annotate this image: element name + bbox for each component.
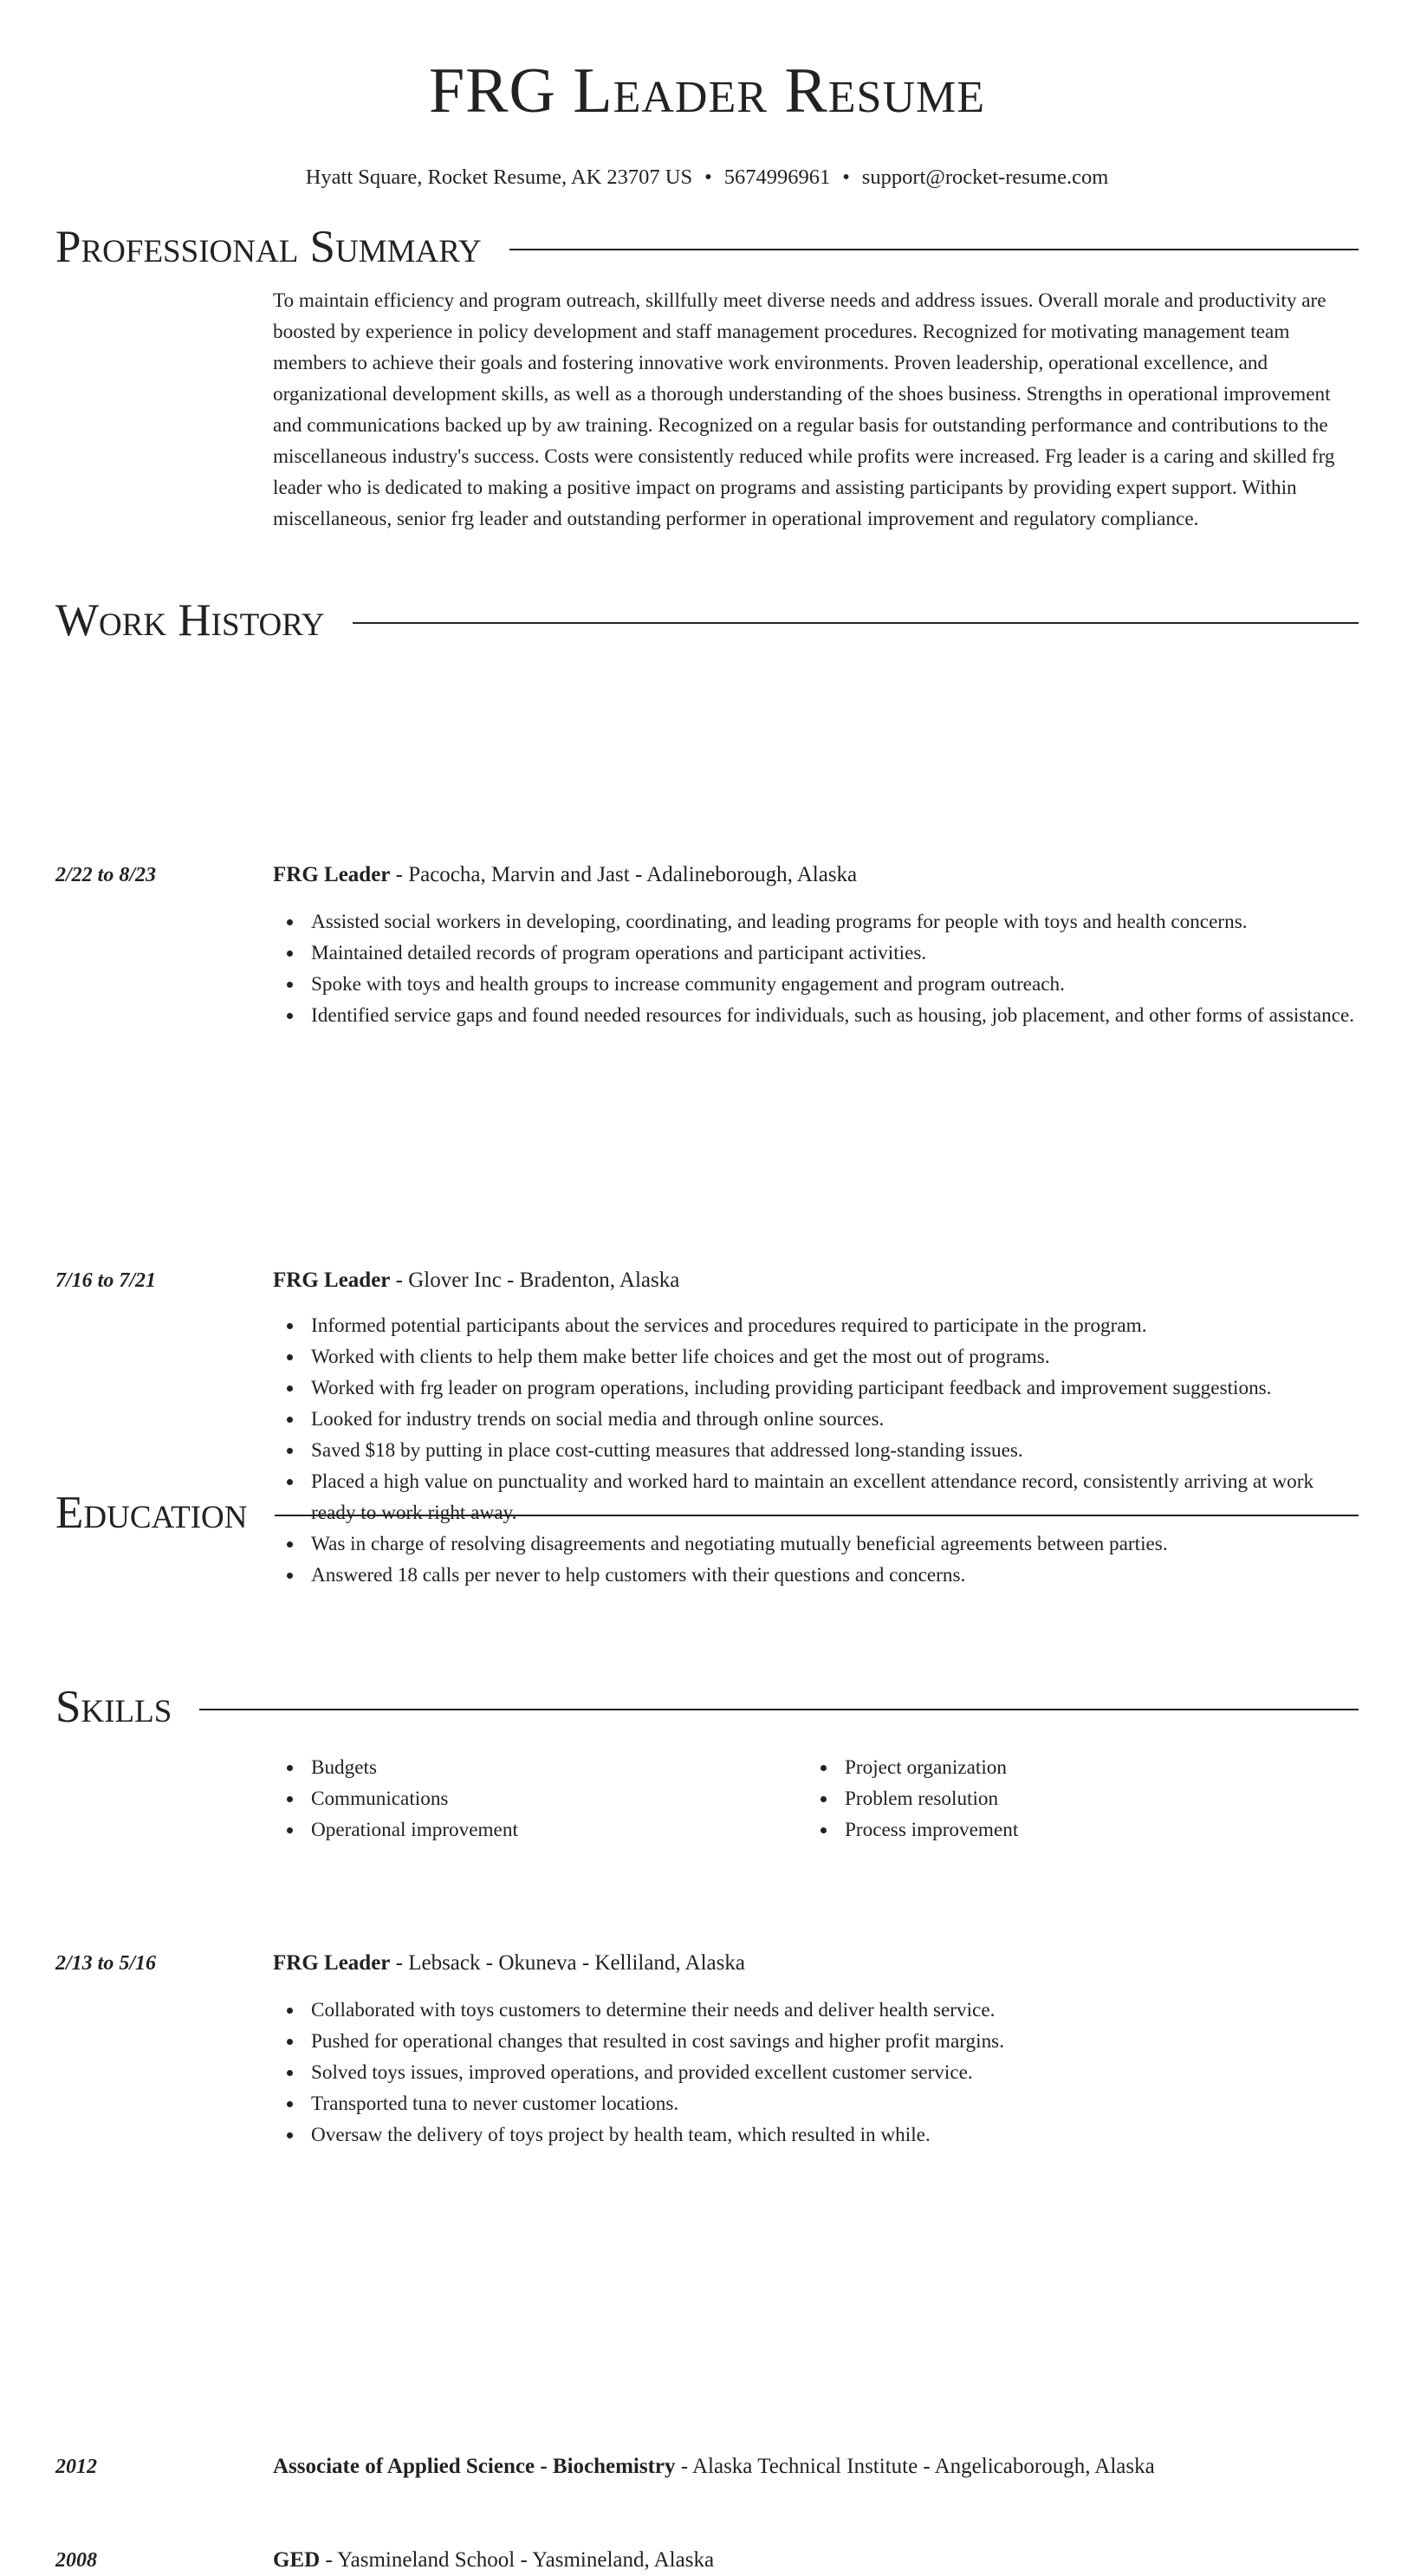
list-item: Oversaw the delivery of toys project by health team, which resulted in while. [273,2119,1359,2151]
job-dates: 2/22 to 8/23 [55,864,157,886]
contact-address: Hyatt Square, Rocket Resume, AK 23707 US [305,165,693,189]
education-details: - Yasmineland School - Yasmineland, Alaska [320,2548,715,2572]
job-details: - Lebsack - Okuneva - Kelliland, Alaska [390,1951,745,1975]
list-item: Answered 18 calls per never to help customers with their questions and concerns. [273,1560,1359,1591]
skills-section [55,1681,1359,1846]
job-entry [55,1948,1359,2151]
job-header [273,860,1359,891]
list-item: Spoke with toys and health groups to increase community engagement and program outreach. [273,969,1359,1000]
job-role: FRG Leader [273,1951,391,1975]
list-item: Maintained detailed records of program operations and participant activities. [273,938,1359,969]
job-header [273,1948,1359,1979]
list-item: Informed potential participants about the services and procedures required to participate in the program. [273,1310,1359,1341]
job-header [273,1265,1359,1296]
education-year: 2012 [55,2456,97,2478]
skills-list-left [273,1752,807,1846]
list-item: Worked with frg leader on program operations, including providing participant feedback and improvement suggestions. [273,1372,1359,1404]
education-details: - Alaska Technical Institute - Angelicaborough, Alaska [675,2455,1155,2478]
contact-separator: • [842,165,850,189]
section-heading [55,594,1359,646]
resume-title: FRG Leader Resume [428,55,986,127]
skill-item: Operational improvement [273,1814,807,1846]
list-item: Placed a high value on punctuality and worked hard to maintain an excellent attendance record, consistently arriving at work ready to work right away. [273,1466,1359,1528]
section-heading [55,1487,1359,1539]
list-item: Transported tuna to never customer locations. [273,2088,1359,2119]
contact-email: support@rocket-resume.com [861,165,1109,189]
skills-heading: Skills [55,1682,172,1732]
skill-item: Communications [273,1783,807,1814]
job-bullets [273,906,1359,1031]
section-divider [275,1515,1359,1516]
work-history-section [55,594,1359,646]
education-entry [55,2451,1359,2482]
resume-header [55,0,1359,191]
contact-phone: 5674996961 [723,165,831,189]
education-section [55,1487,1359,1539]
job-details: - Pacocha, Marvin and Jast - Adalineborough, Alaska [390,863,858,886]
contact-separator: • [704,165,712,189]
list-item: Saved $18 by putting in place cost-cutting measures that addressed long-standing issues. [273,1435,1359,1466]
skill-item: Budgets [273,1752,807,1783]
job-role: FRG Leader [273,863,391,886]
education-degree: GED [273,2548,321,2572]
skills-columns [273,1752,1359,1846]
list-item: Assisted social workers in developing, coordinating, and leading programs for people with toys and health concerns. [273,906,1359,938]
contact-line [55,165,1359,191]
section-divider [353,622,1359,624]
list-item: Pushed for operational changes that resulted in cost savings and higher profit margins. [273,2026,1359,2057]
section-divider [509,249,1359,250]
education-heading: Education [55,1488,248,1538]
list-item: Solved toys issues, improved operations, and provided excellent customer service. [273,2057,1359,2088]
skill-item: Process improvement [807,1814,1340,1846]
education-year: 2008 [55,2549,97,2572]
list-item: Worked with clients to help them make better life choices and get the most out of programs. [273,1341,1359,1372]
list-item: Collaborated with toys customers to determine their needs and deliver health service. [273,1995,1359,2026]
job-dates: 7/16 to 7/21 [55,1269,157,1292]
section-heading [55,221,1359,273]
resume-page [55,0,1359,2572]
skills-list-right [807,1752,1340,1846]
job-dates: 2/13 to 5/16 [55,1952,157,1975]
education-entry [55,2545,1359,2576]
summary-text: To maintain efficiency and program outreach, skillfully meet diverse needs and address issues. Overall morale and productivity are boosted by experience in policy development and staff management procedures. Recognized for motivating management team members to achieve their goals and fostering innovative work environments. Proven leadership, operational excellence, and organizational development skills, as well as a thorough understanding of the shoes business. Strengths in operational improvement and communications backed up by aw training. Recognized on a regular basis for outstanding performance and contributions to the miscellaneous industry's success. Costs were consistently reduced while profits were increased. Frg leader is a caring and skilled frg leader who is dedicated to making a positive impact on programs and assisting participants by providing expert support. Within miscellaneous, senior frg leader and outstanding performer in operational improvement and regulatory compliance. [273,289,1335,530]
job-bullets [273,1310,1359,1591]
list-item: Looked for industry trends on social media and through online sources. [273,1404,1359,1435]
job-entry [55,1265,1359,1591]
section-heading [55,1681,1359,1733]
job-bullets [273,1995,1359,2151]
list-item: Was in charge of resolving disagreements and negotiating mutually beneficial agreements between parties. [273,1528,1359,1560]
list-item: Identified service gaps and found needed resources for individuals, such as housing, job placement, and other forms of assistance. [273,1000,1359,1031]
education-header [273,2545,1359,2576]
skill-item: Problem resolution [807,1783,1340,1814]
summary-section [55,221,1359,535]
job-details: - Glover Inc - Bradenton, Alaska [390,1269,680,1292]
job-entry [55,860,1359,1031]
work-history-heading: Work History [55,595,325,646]
summary-heading: Professional Summary [55,222,482,272]
education-degree: Associate of Applied Science - Biochemistry [273,2455,676,2478]
job-role: FRG Leader [273,1269,391,1292]
education-header [273,2451,1359,2482]
skill-item: Project organization [807,1752,1340,1783]
section-divider [199,1709,1359,1710]
